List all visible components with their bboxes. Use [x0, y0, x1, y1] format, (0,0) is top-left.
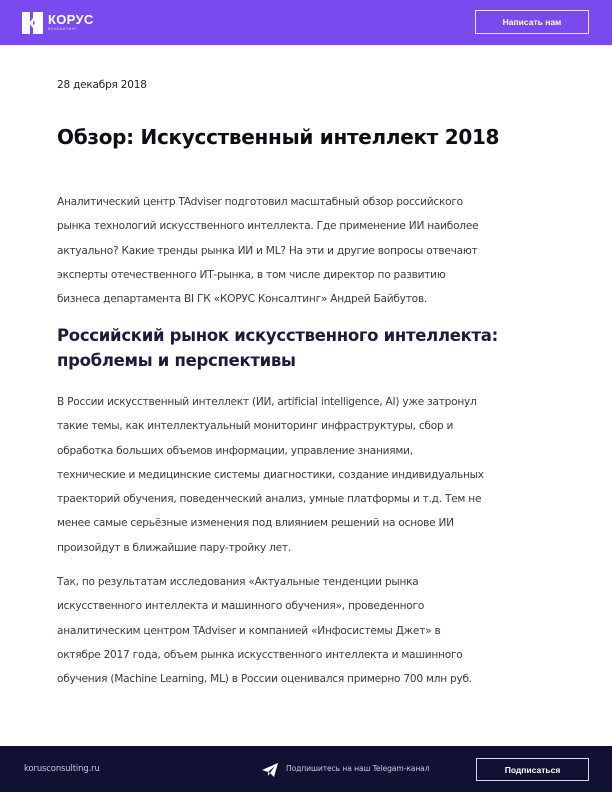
text-line: траекторий обучения, поведенческий анализ, умные платформы и т.д. Тем не: [57, 493, 482, 506]
logo-name: КОРУС: [48, 12, 94, 27]
logo[interactable]: [22, 11, 94, 34]
text-line: искусственного интеллекта и машинного обучения», проведенного: [57, 600, 425, 613]
telegram-subscribe-text[interactable]: Подпишитесь на наш Telegam-канал: [286, 764, 430, 773]
logo-text: [48, 13, 94, 32]
text-line: В России искусственный интеллект (ИИ, artificial intelligence, AI) уже затронул: [57, 396, 477, 408]
site-footer: [0, 746, 612, 792]
text-line: произойдут в ближайшие пару-тройку лет.: [57, 541, 291, 554]
text-line: менее самые серьёзные изменения под влиянием решений на основе ИИ: [57, 517, 454, 530]
section-heading: [57, 323, 577, 373]
text-line: бизнеса департамента BI ГК «КОРУС Консалтинг» Андрей Байбутов.: [57, 293, 427, 306]
article-date: 28 декабря 2018: [57, 79, 147, 91]
body-paragraph-3: [57, 570, 557, 691]
subscribe-button[interactable]: Подписаться: [476, 758, 589, 781]
text-line: такие темы, как интеллектуальный мониторинг инфраструктуры, сбор и: [57, 420, 454, 433]
text-line: Так, по результатам исследования «Актуальные тенденции рынка: [57, 576, 419, 588]
text-line: обучения (Machine Learning, ML) в России оценивался примерно 700 млн руб.: [57, 673, 472, 686]
text-line: Аналитический центр TAdviser подготовил масштабный обзор российского: [57, 196, 463, 208]
text-line: аналитическим центром TAdviser и компанией «Инфосистемы Джет» в: [57, 624, 441, 637]
telegram-icon[interactable]: [262, 762, 278, 776]
body-paragraph-2: [57, 390, 557, 560]
text-line: актуально? Какие тренды рынка ИИ и ML? На эти и другие вопросы отвечают: [57, 244, 478, 257]
heading-line: Российский рынок искусственного интеллекта:: [57, 326, 498, 345]
text-line: обработка больших объемов информации, управление знаниями,: [57, 444, 413, 457]
contact-us-button[interactable]: Написать нам: [475, 10, 589, 34]
korus-logo-icon: [22, 12, 43, 34]
logo-subtitle: КОНСАЛТИНГ: [48, 27, 78, 31]
text-line: рынка технологий искусственного интеллекта. Где применение ИИ наиболее: [57, 220, 479, 233]
website-link[interactable]: korusconsulting.ru: [24, 763, 100, 773]
heading-line: проблемы и перспективы: [57, 351, 296, 370]
site-header: [0, 0, 612, 45]
intro-paragraph: [57, 190, 557, 311]
text-line: октябре 2017 года, объем рынка искусственного интеллекта и машинного: [57, 648, 463, 661]
text-line: технические и медицинские системы диагностики, создание индивидуальных: [57, 468, 484, 481]
page-title: Обзор: Искусственный интеллект 2018: [57, 125, 500, 149]
text-line: эксперты отечественного ИТ-рынка, в том числе директор по развитию: [57, 268, 446, 281]
